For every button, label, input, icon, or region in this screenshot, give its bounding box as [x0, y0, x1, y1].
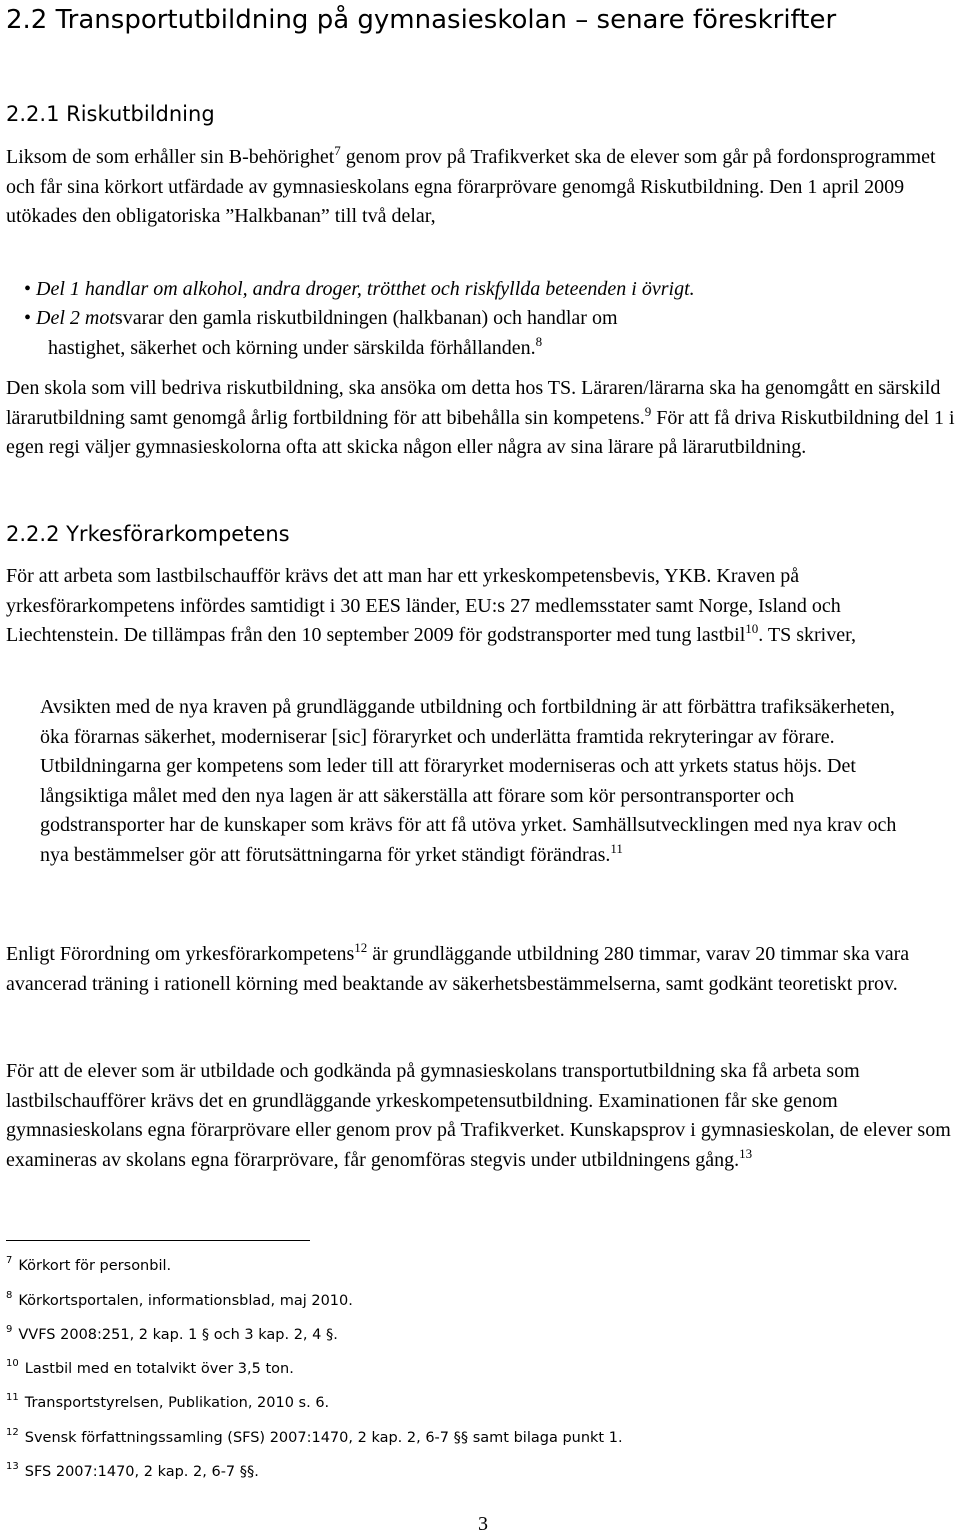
footnote-10	[6, 1359, 294, 1379]
footnote-8	[6, 1291, 353, 1311]
footnote-text: Körkortsportalen, informationsblad, maj 2010.	[18, 1293, 353, 1309]
paragraph-text: För att de elever som är utbildade och godkända på gymnasieskolans transportutbildning ska få arbeta som lastbilschaufförer krävs det en grundläggande yrkeskompetensutbildning. Examinationen får ske genom gymnasieskolans egna förarprövare eller genom prov på Trafikverket. Kunskapsprov i gymnasieskolan, de elever som examineras av skolans egna förarprövare, får genomföras stegvis under utbildningens gång.	[6, 1060, 951, 1171]
paragraph-ykb-intro	[6, 562, 956, 651]
paragraph-text: genom prov på Trafikverket ska de elever som går på fordonsprogrammet och får sina körkort utfärdade av gymnasieskolans egna förarprövare genomgå Riskutbildning. Den 1 april 2009 utökades den obligatoriska ”Halkbanan” till två delar,	[6, 146, 936, 227]
paragraph-riskutbildning-intro	[6, 143, 956, 232]
page-number: 3	[478, 1513, 488, 1535]
bullet-text: svarar den gamla riskutbildningen (halkbanan) och handlar om	[114, 307, 618, 329]
quote-text: Avsikten med de nya kraven på grundläggande utbildning och fortbildning är att förbättra trafiksäkerheten, öka förarnas säkerhet, moderniserar [sic] föraryrket och underlätta framtida rekryteringar av förare. Utbildningarna ger kompetens som leder till att föraryrket moderniseras och att yrkets status höjs. Det långsiktiga målet med den nya lagen är att säkerställa att förare som kör persontransporter och godstransporter har de kunskaper som krävs för att få utöva yrket. Samhällsutvecklingen med nya krav och nya bestämmelser gör att förutsättningarna för yrket ständigt förändras.	[40, 696, 897, 866]
paragraph-gymnasieskolan	[6, 1057, 956, 1175]
block-quote	[40, 693, 920, 870]
bullet-text-italic: Del 2 mot	[36, 307, 115, 329]
paragraph-text: är grundläggande utbildning 280 timmar, varav 20 timmar ska vara avancerad träning i rationell körning med beaktande av säkerhetsbestämmelserna, samt godkänt teoretiskt prov.	[6, 943, 910, 995]
footnote-ref-7: 7	[334, 143, 341, 158]
footnote-text: VVFS 2008:251, 2 kap. 1 § och 3 kap. 2, 4 §.	[18, 1327, 338, 1343]
footnote-text: Körkort för personbil.	[18, 1258, 172, 1274]
subsection-heading-riskutbildning: 2.2.1 Riskutbildning	[6, 102, 215, 126]
bullet-text-continuation: hastighet, säkerhet och körning under särskilda förhållanden.	[48, 336, 536, 359]
footnote-ref-8: 8	[535, 333, 543, 349]
footnote-text: SFS 2007:1470, 2 kap. 2, 6-7 §§.	[24, 1464, 259, 1480]
footnote-number: 9	[6, 1324, 13, 1335]
footnote-13	[6, 1462, 259, 1482]
footnote-text: Transportstyrelsen, Publikation, 2010 s. 6.	[24, 1395, 330, 1411]
paragraph-riskutbildning-ansokan	[6, 374, 956, 463]
footnote-ref-12: 12	[354, 940, 368, 955]
paragraph-text: Den skola som vill bedriva riskutbildning, ska ansöka om detta hos TS. Läraren/lärarna ska ha genomgått en särskild lärarutbildning samt genomgå årlig fortbildning för att bibehålla sin kompetens.	[6, 377, 941, 429]
footnote-7	[6, 1256, 171, 1276]
footnote-text: Lastbil med en totalvikt över 3,5 ton.	[24, 1361, 294, 1377]
bullet-marker: •	[24, 278, 32, 300]
footnote-number: 7	[6, 1255, 13, 1266]
footnote-ref-13: 13	[739, 1145, 753, 1161]
footnote-number: 13	[6, 1461, 19, 1472]
bullet-text-italic: Del 1 handlar om alkohol, andra droger, trötthet och riskfyllda beteenden i övrigt.	[36, 278, 695, 300]
footnote-number: 10	[6, 1358, 19, 1369]
footnote-ref-9: 9	[644, 403, 652, 419]
paragraph-text: Enligt Förordning om yrkesförarkompetens	[6, 943, 355, 965]
footnote-number: 11	[6, 1392, 19, 1403]
paragraph-text: . TS skriver,	[758, 624, 856, 646]
section-heading: 2.2 Transportutbildning på gymnasieskolan – senare föreskrifter	[6, 5, 837, 35]
bullet-item-del-1	[24, 275, 924, 305]
bullet-item-del-2	[24, 304, 924, 363]
footnote-12	[6, 1428, 623, 1448]
footnote-separator	[6, 1240, 310, 1241]
paragraph-text: För att arbeta som lastbilschaufför krävs det att man har ett yrkeskompetensbevis, YKB. Kraven på yrkesförarkompetens infördes samtidigt i 30 EES länder, EU:s 27 medlemsstater samt Norge, Island och Liechtenstein. De tillämpas från den 10 september 2009 för godstransporter med tung lastbil	[6, 565, 841, 646]
footnote-ref-10: 10	[745, 621, 759, 636]
subsection-heading-yrkesforarkompetens: 2.2.2 Yrkesförarkompetens	[6, 522, 290, 546]
bullet-marker: •	[24, 307, 32, 329]
footnote-number: 8	[6, 1290, 13, 1301]
paragraph-text: För att få driva Riskutbildning del 1 i egen regi väljer gymnasieskolorna ofta att skicka någon eller några av sina lärare på lärarutbildning.	[6, 406, 955, 458]
footnote-number: 12	[6, 1427, 19, 1438]
footnote-ref-11: 11	[610, 840, 623, 856]
footnote-9	[6, 1325, 338, 1345]
paragraph-forordning	[6, 940, 956, 999]
footnote-11	[6, 1393, 329, 1413]
footnote-text: Svensk författningssamling (SFS) 2007:1470, 2 kap. 2, 6-7 §§ samt bilaga punkt 1.	[24, 1430, 623, 1446]
paragraph-text: Liksom de som erhåller sin B-behörighet	[6, 146, 335, 168]
